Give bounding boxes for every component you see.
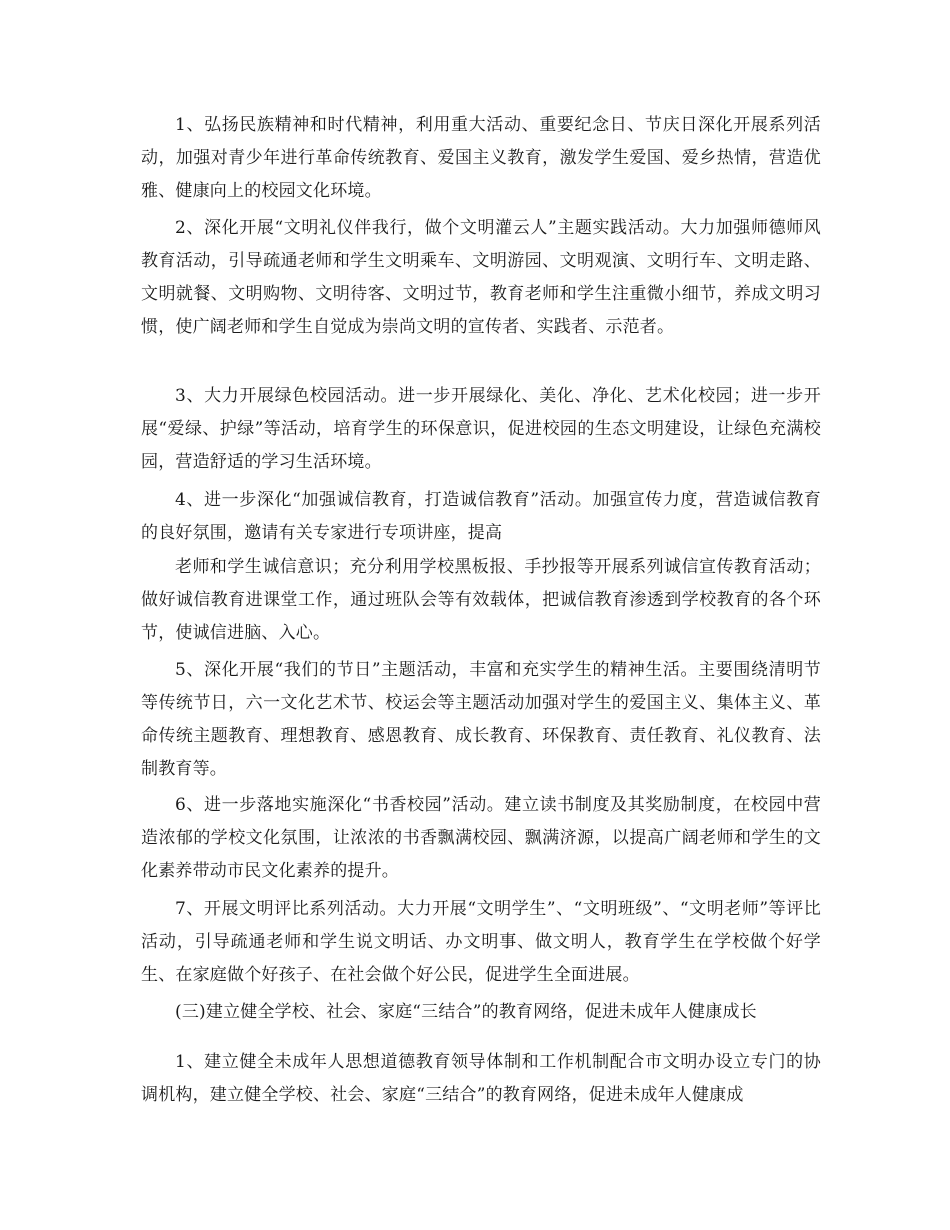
paragraph-4-continued: 老师和学生诚信意识；充分利用学校黑板报、手抄报等开展系列诚信宣传教育活动；做好诚信教育进课堂工作，通过班队会等有效载体，把诚信教育渗透到学校教育的各个环节，使诚信进脑、入心。: [141, 557, 821, 643]
paragraph-1: 1、弘扬民族精神和时代精神，利用重大活动、重要纪念日、节庆日深化开展系列活动，加强对青少年进行革命传统教育、爱国主义教育，激发学生爱国、爱乡热情，营造优雅、健康向上的校园文化环境。: [141, 115, 821, 201]
paragraph-5: 5、深化开展“我们的节日”主题活动，丰富和充实学生的精神生活。主要围绕清明节等传统节日，六一文化艺术节、校运会等主题活动加强对学生的爱国主义、集体主义、革命传统主题教育、理想教育、感恩教育、成长教育、环保教育、责任教育、礼仪教育、法制教育等。: [141, 660, 821, 779]
paragraph-6: 6、进一步落地实施深化“书香校园”活动。建立读书制度及其奖励制度，在校园中营造浓郁的学校文化氛围，让浓浓的书香飘满校园、飘满济源，以提高广阔老师和学生的文化素养带动市民文化素养的提升。: [141, 795, 821, 881]
paragraph-4: 4、进一步深化“加强诚信教育，打造诚信教育”活动。加强宣传力度，营造诚信教育的良好氛围，邀请有关专家进行专项讲座，提高: [141, 490, 821, 543]
section-heading-3: (三)建立健全学校、社会、家庭“三结合”的教育网络，促进未成年人健康成长: [175, 1002, 757, 1022]
paragraph-3: 3、大力开展绿色校园活动。进一步开展绿化、美化、净化、艺术化校园；进一步开展“爱绿、护绿”等活动，培育学生的环保意识，促进校园的生态文明建设，让绿色充满校园，营造舒适的学习生活环境。: [141, 386, 821, 472]
paragraph-7: 7、开展文明评比系列活动。大力开展“文明学生”、“文明班级”、“文明老师”等评比活动，引导疏通老师和学生说文明话、办文明事、做文明人，教育学生在学校做个好学生、在家庭做个好孩子、在社会做个好公民，促进学生全面进展。: [141, 899, 821, 985]
paragraph-2: 2、深化开展“文明礼仪伴我行，做个文明灌云人”主题实践活动。大力加强师德师风教育活动，引导疏通老师和学生文明乘车、文明游园、文明观演、文明行车、文明走路、文明就餐、文明购物、文明待客、文明过节，教育老师和学生注重微小细节，养成文明习惯，使广阔老师和学生自觉成为崇尚文明的宣传者、实践者、示范者。: [141, 218, 821, 337]
paragraph-8: 1、建立健全未成年人思想道德教育领导体制和工作机制配合市文明办设立专门的协调机构，建立健全学校、社会、家庭“三结合”的教育网络，促进未成年人健康成: [141, 1052, 821, 1105]
